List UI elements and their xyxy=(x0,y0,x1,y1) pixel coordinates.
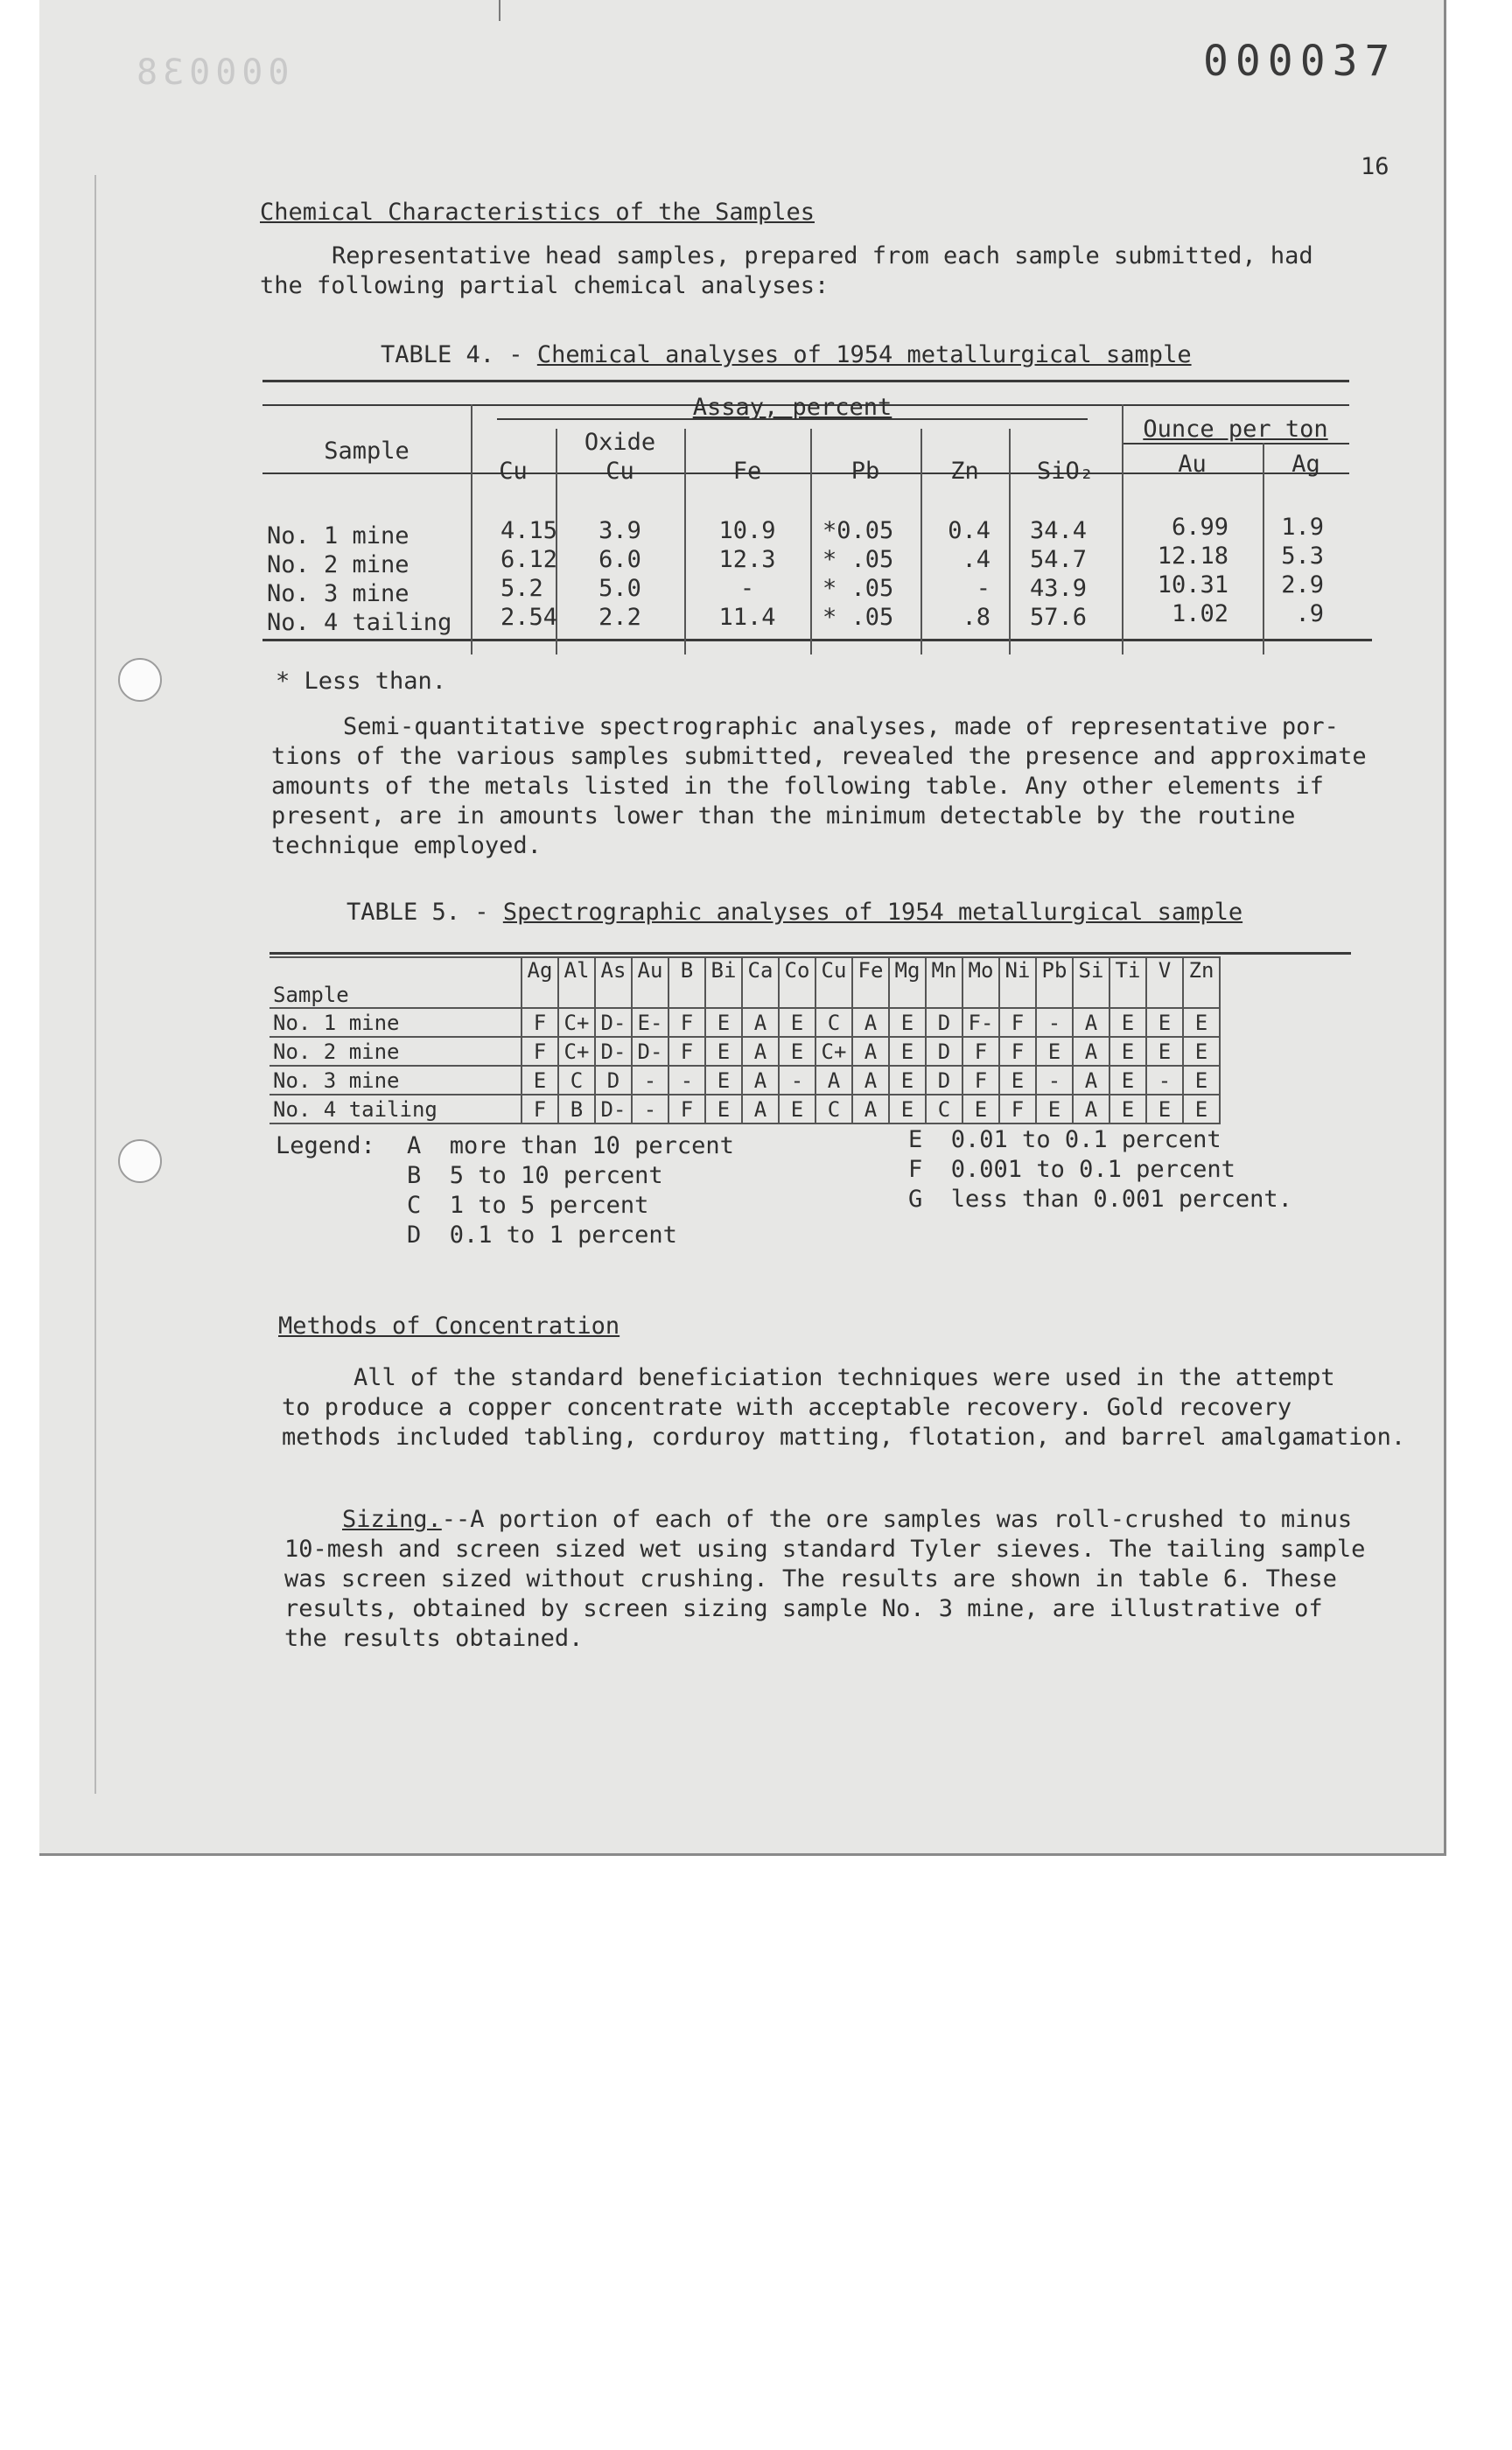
table4-title xyxy=(381,340,1192,370)
table-cell: .8 xyxy=(962,604,990,631)
legend-text: 0.01 to 0.1 percent xyxy=(950,1126,1222,1153)
table-cell: - xyxy=(632,1066,668,1095)
table-cell: A xyxy=(1073,1008,1110,1037)
table-cell: E xyxy=(705,1037,742,1066)
table-cell: F xyxy=(522,1037,558,1066)
col-header: Zn xyxy=(1183,957,1220,1008)
col-header: Zn xyxy=(950,458,979,485)
zn-column xyxy=(920,516,990,632)
sizing-first-line: --A portion of each of the ore samples was roll-crushed to minus xyxy=(441,1506,1353,1533)
paragraph-line: Representative head samples, prepared from each sample submitted, had xyxy=(332,242,1313,270)
table-cell: 12.3 xyxy=(718,546,776,573)
legend-code: G xyxy=(908,1186,923,1213)
table-cell: C xyxy=(816,1095,852,1124)
group-header-ounce: Ounce per ton xyxy=(1143,416,1328,443)
table-cell: A xyxy=(742,1037,779,1066)
table-row xyxy=(270,1066,1220,1095)
col-header: Mg xyxy=(889,957,926,1008)
table-cell: D xyxy=(595,1066,632,1095)
table-cell: 10.31 xyxy=(1157,571,1228,598)
table-cell: C xyxy=(926,1095,962,1124)
table-cell: 6.99 xyxy=(1171,514,1228,541)
table-cell: E xyxy=(1110,1037,1146,1066)
table-cell: F xyxy=(522,1008,558,1037)
col-header: Cu xyxy=(499,458,528,485)
col-header: Cu xyxy=(606,458,634,485)
col-header: As xyxy=(595,957,632,1008)
table-cell: E xyxy=(1183,1008,1220,1037)
intro-paragraph xyxy=(260,242,1362,301)
table-cell: A xyxy=(852,1037,889,1066)
methods-paragraph xyxy=(282,1363,1446,1452)
col-header: Ag xyxy=(522,957,558,1008)
table-cell: 5.3 xyxy=(1281,542,1324,570)
table-cell: B xyxy=(558,1095,595,1124)
col-header: Au xyxy=(632,957,668,1008)
table-cell: D- xyxy=(595,1095,632,1124)
table-cell: F xyxy=(668,1095,705,1124)
row-label: No. 3 mine xyxy=(267,580,410,607)
group-header-assay: Assay, percent xyxy=(692,394,892,421)
table-cell: E xyxy=(889,1066,926,1095)
paragraph-line: 10-mesh and screen sized wet using standard Tyler sieves. The tailing sample xyxy=(284,1536,1366,1563)
table-cell: 0.4 xyxy=(948,517,990,544)
paragraph-line: the following partial chemical analyses: xyxy=(260,272,830,299)
table-rule-bottom xyxy=(262,639,1372,641)
table-cell: - xyxy=(668,1066,705,1095)
legend-label: Legend: xyxy=(276,1132,375,1159)
document-id-stamp: 000037 xyxy=(1203,37,1397,86)
table-cell: *0.05 xyxy=(822,517,894,544)
table-cell: 5.2 xyxy=(500,575,543,602)
table-cell: C xyxy=(558,1066,595,1095)
row-label: No. 2 mine xyxy=(267,551,410,578)
table-cell: E xyxy=(1146,1095,1183,1124)
section-heading: Methods of Concentration xyxy=(278,1312,620,1340)
paragraph-line: technique employed. xyxy=(271,832,542,859)
table-cell: E xyxy=(889,1008,926,1037)
paragraph-line: present, are in amounts lower than the minimum detectable by the routine xyxy=(271,802,1296,830)
table-cell: E xyxy=(1036,1037,1073,1066)
spectrographic-paragraph xyxy=(271,712,1409,861)
paragraph-line: methods included tabling, corduroy matting, flotation, and barrel amalgamation. xyxy=(282,1424,1406,1451)
sizing-paragraph xyxy=(284,1505,1439,1654)
table-cell: D- xyxy=(632,1037,668,1066)
page-margin-line xyxy=(94,175,96,1794)
page-number: 16 xyxy=(1361,153,1390,180)
table-cell: C+ xyxy=(816,1037,852,1066)
legend-code: C xyxy=(407,1192,422,1219)
table-cell: A xyxy=(1073,1095,1110,1124)
col-header: B xyxy=(668,957,705,1008)
table-cell: F xyxy=(668,1037,705,1066)
table-cell: A xyxy=(816,1066,852,1095)
table-cell: 1.9 xyxy=(1281,514,1324,541)
row-label: No. 4 tailing xyxy=(267,609,452,636)
table-cell: * .05 xyxy=(822,546,894,573)
table-cell: 2.9 xyxy=(1281,571,1324,598)
col-header: V xyxy=(1146,957,1183,1008)
table-cell: E xyxy=(889,1095,926,1124)
legend-left xyxy=(407,1131,734,1250)
table-cell: A xyxy=(1073,1037,1110,1066)
oxide-cu-column xyxy=(556,516,684,632)
col-header: Mo xyxy=(962,957,999,1008)
legend-text: 0.001 to 0.1 percent xyxy=(950,1156,1236,1183)
table-cell: 57.6 xyxy=(1030,604,1088,631)
table-cell: E xyxy=(999,1066,1036,1095)
table-cell: E xyxy=(705,1095,742,1124)
table-cell: E xyxy=(1146,1037,1183,1066)
table-cell: 10.9 xyxy=(718,517,776,544)
table-cell: E xyxy=(1036,1095,1073,1124)
table-header-row xyxy=(270,957,1220,1008)
legend-text: 0.1 to 1 percent xyxy=(449,1222,677,1249)
legend-text: less than 0.001 percent. xyxy=(950,1186,1292,1213)
page-crease xyxy=(499,0,500,21)
fe-column xyxy=(684,516,810,632)
table-cell: D xyxy=(926,1008,962,1037)
paragraph-line: tions of the various samples submitted, revealed the presence and approximate xyxy=(271,743,1367,770)
table-row xyxy=(270,1008,1220,1037)
legend-text: 5 to 10 percent xyxy=(449,1162,663,1189)
row-label: No. 2 mine xyxy=(270,1037,522,1066)
row-label: No. 1 mine xyxy=(267,522,410,550)
table-cell: D- xyxy=(595,1008,632,1037)
table-cell: D xyxy=(926,1037,962,1066)
punch-hole xyxy=(118,658,162,702)
table-cell: E xyxy=(1146,1008,1183,1037)
table-cell: C+ xyxy=(558,1037,595,1066)
table-cell: 4.15 xyxy=(500,517,558,544)
table-cell: - xyxy=(739,575,755,602)
col-header: Au xyxy=(1178,451,1207,478)
paragraph-line: results, obtained by screen sizing sample No. 3 mine, are illustrative of xyxy=(284,1595,1323,1622)
legend-code: D xyxy=(407,1222,422,1249)
table5-rule-top xyxy=(270,952,1351,955)
table-cell: 3.9 xyxy=(598,517,641,544)
table-cell: E xyxy=(779,1095,816,1124)
col-header: Cu xyxy=(816,957,852,1008)
table-cell: .4 xyxy=(962,546,990,573)
col-header: Fe xyxy=(852,957,889,1008)
col-header: Bi xyxy=(705,957,742,1008)
table-cell: C+ xyxy=(558,1008,595,1037)
pb-column xyxy=(822,516,893,632)
table-cell: - xyxy=(1146,1066,1183,1095)
table-cell: D- xyxy=(595,1037,632,1066)
table-cell: 12.18 xyxy=(1157,542,1228,570)
col-header: Mn xyxy=(926,957,962,1008)
table-cell: E xyxy=(1110,1095,1146,1124)
table-cell: 6.0 xyxy=(598,546,641,573)
paragraph-line: the results obtained. xyxy=(284,1625,584,1652)
table5-title xyxy=(346,898,1242,928)
col-header: Ca xyxy=(742,957,779,1008)
table-cell: A xyxy=(852,1066,889,1095)
col-header: Pb xyxy=(1036,957,1073,1008)
table-cell: A xyxy=(852,1095,889,1124)
table-cell: - xyxy=(1036,1008,1073,1037)
row-label: No. 3 mine xyxy=(270,1066,522,1095)
table-cell: 43.9 xyxy=(1030,575,1088,602)
legend-right xyxy=(908,1125,1292,1214)
table-cell: 2.54 xyxy=(500,604,558,631)
table-cell: A xyxy=(852,1008,889,1037)
sio2-column xyxy=(1030,516,1087,632)
sample-name-column xyxy=(267,522,452,637)
table-rule-top xyxy=(262,380,1349,382)
table4-footnote: * Less than. xyxy=(276,668,447,695)
table-cell: F- xyxy=(962,1008,999,1037)
table-cell: E xyxy=(1110,1066,1146,1095)
legend-code: B xyxy=(407,1162,422,1189)
table-cell: F xyxy=(962,1066,999,1095)
col-header: SiO₂ xyxy=(1036,458,1095,485)
paragraph-line: amounts of the metals listed in the following table. Any other elements if xyxy=(271,773,1324,800)
cu-column xyxy=(500,516,557,632)
col-header: Ni xyxy=(999,957,1036,1008)
table-cell: * .05 xyxy=(822,604,894,631)
table-cell: E xyxy=(705,1066,742,1095)
table-cell: 34.4 xyxy=(1030,517,1088,544)
table-cell: 1.02 xyxy=(1171,600,1228,627)
table-cell: E xyxy=(522,1066,558,1095)
table-cell: 2.2 xyxy=(598,604,641,631)
table-cell: .9 xyxy=(1295,600,1324,627)
paragraph-line xyxy=(284,1505,1439,1535)
column-divider xyxy=(471,404,472,654)
col-header: Si xyxy=(1073,957,1110,1008)
spectrographic-table xyxy=(270,956,1221,1124)
table-cell: C xyxy=(816,1008,852,1037)
ounce-group-rule xyxy=(1122,443,1349,444)
table5-title-text: Spectrographic analyses of 1954 metallurgical sample xyxy=(502,899,1243,926)
table-cell: E xyxy=(1183,1095,1220,1124)
legend-code: E xyxy=(908,1126,923,1153)
table-cell: E xyxy=(779,1008,816,1037)
table-cell: - xyxy=(976,575,990,602)
table-cell: F xyxy=(522,1095,558,1124)
table-cell: A xyxy=(1073,1066,1110,1095)
table4-title-prefix: TABLE 4. - xyxy=(381,341,523,368)
legend-text: more than 10 percent xyxy=(449,1132,734,1159)
row-label: No. 4 tailing xyxy=(270,1095,522,1124)
punch-hole xyxy=(118,1139,162,1183)
col-header-sample: Sample xyxy=(270,957,522,1008)
table-cell: E xyxy=(1110,1008,1146,1037)
table-cell: E- xyxy=(632,1008,668,1037)
bleed-through-id: 000038 xyxy=(131,52,290,93)
table-cell: E xyxy=(962,1095,999,1124)
table-cell: 6.12 xyxy=(500,546,558,573)
col-header: Al xyxy=(558,957,595,1008)
table-cell: F xyxy=(999,1008,1036,1037)
table-cell: F xyxy=(668,1008,705,1037)
table-cell: A xyxy=(742,1095,779,1124)
paragraph-line: All of the standard beneficiation techniques were used in the attempt xyxy=(354,1364,1335,1391)
table-cell: - xyxy=(632,1095,668,1124)
col-header: Fe xyxy=(732,458,762,485)
table-cell: A xyxy=(742,1008,779,1037)
legend-text: 1 to 5 percent xyxy=(449,1192,649,1219)
section-heading: Chemical Characteristics of the Samples xyxy=(260,199,815,226)
paragraph-line: to produce a copper concentrate with acceptable recovery. Gold recovery xyxy=(282,1394,1292,1421)
table-cell: E xyxy=(779,1037,816,1066)
table-cell: F xyxy=(999,1037,1036,1066)
table-cell: A xyxy=(742,1066,779,1095)
table5-title-prefix: TABLE 5. - xyxy=(346,899,489,926)
col-header: Ti xyxy=(1110,957,1146,1008)
table-cell: - xyxy=(1036,1066,1073,1095)
table-row xyxy=(270,1095,1220,1124)
legend-code: A xyxy=(407,1132,422,1159)
table4-title-text: Chemical analyses of 1954 metallurgical sample xyxy=(536,341,1192,368)
col-header: Pb xyxy=(850,458,880,485)
legend-code: F xyxy=(908,1156,923,1183)
table-cell: 54.7 xyxy=(1030,546,1088,573)
table-cell: 11.4 xyxy=(718,604,776,631)
col-header: Co xyxy=(779,957,816,1008)
table-cell: F xyxy=(999,1095,1036,1124)
table-cell: E xyxy=(1183,1037,1220,1066)
col-header-oxide: Oxide xyxy=(584,429,656,456)
row-label: No. 1 mine xyxy=(270,1008,522,1037)
col-header-sample: Sample xyxy=(324,438,410,465)
table-cell: 5.0 xyxy=(598,575,641,602)
paragraph-line: was screen sized without crushing. The results are shown in table 6. These xyxy=(284,1565,1337,1592)
table-cell: E xyxy=(889,1037,926,1066)
ag-column xyxy=(1263,513,1324,628)
table-cell: E xyxy=(705,1008,742,1037)
sizing-lead: Sizing. xyxy=(342,1506,442,1533)
table-cell: E xyxy=(1183,1066,1220,1095)
table-cell: F xyxy=(962,1037,999,1066)
table-cell: - xyxy=(779,1066,816,1095)
table-cell: D xyxy=(926,1066,962,1095)
paragraph-line: Semi-quantitative spectrographic analyses, made of representative por- xyxy=(343,713,1339,740)
table-cell: * .05 xyxy=(822,575,894,602)
col-header: Ag xyxy=(1292,451,1320,478)
table-row xyxy=(270,1037,1220,1066)
au-column xyxy=(1122,513,1228,628)
